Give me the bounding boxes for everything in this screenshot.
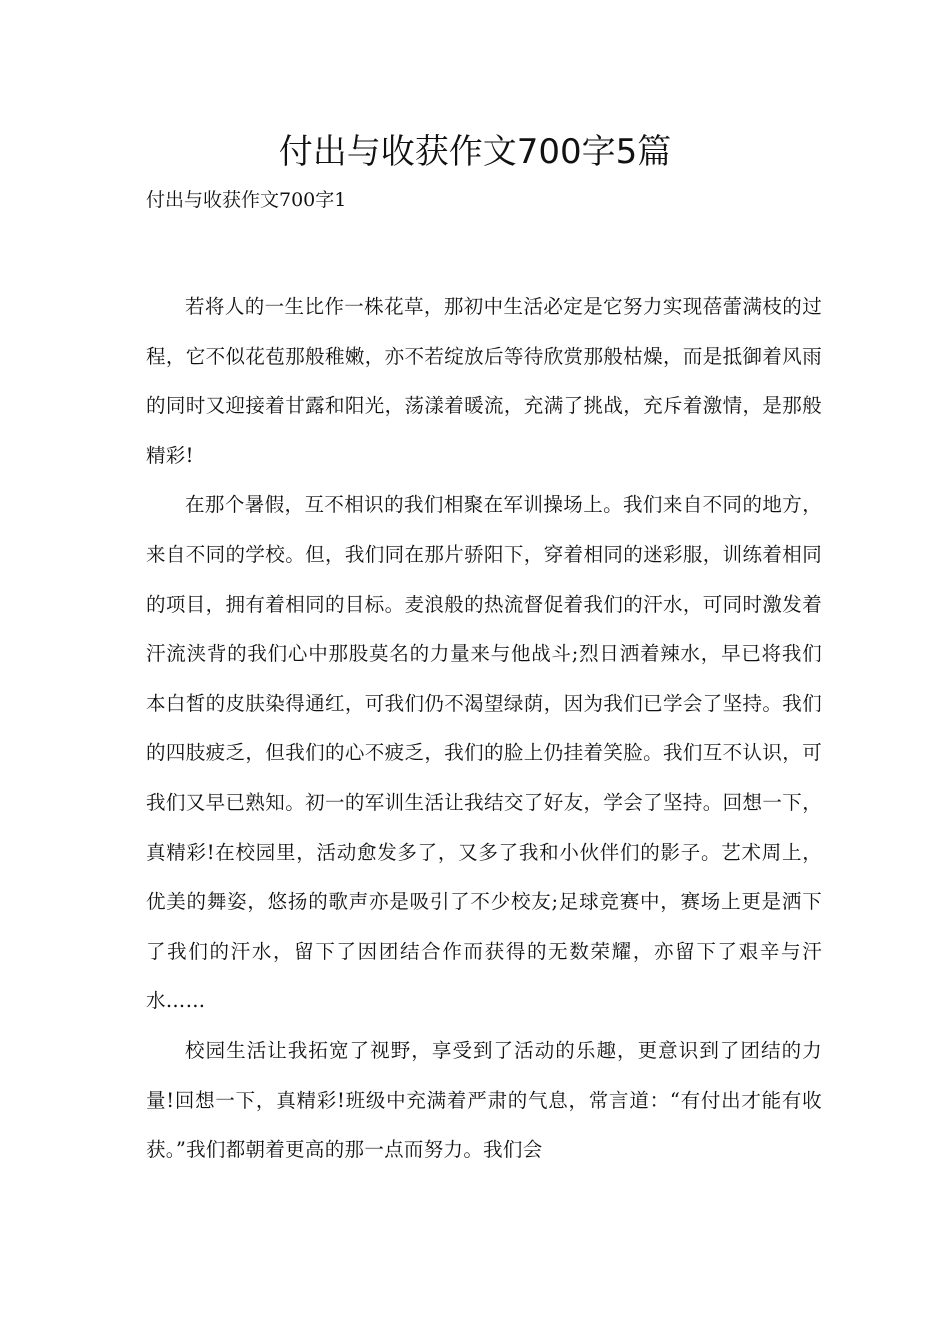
- document-title: 付出与收获作文700字5篇: [278, 132, 672, 172]
- paragraph-1: 若将人的一生比作一株花草，那初中生活必定是它努力实现蓓蕾满枝的过程，它不似花苞那般稚嫩，亦不若绽放后等待欣赏那般枯燥，而是抵御着风雨的同时又迎接着甘露和阳光，荡漾着暖流，充满了挑战，充斥着激情，是那般精彩!: [146, 295, 822, 467]
- paragraph-2: 在那个暑假，互不相识的我们相聚在军训操场上。我们来自不同的地方，来自不同的学校。但，我们同在那片骄阳下，穿着相同的迷彩服，训练着相同的项目，拥有着相同的目标。麦浪般的热流督促着我们的汗水，可同时激发着汗流浃背的我们心中那股莫名的力量来与他战斗;烈日洒着辣水，早已将我们本白皙的皮肤染得通红，可我们仍不渴望绿荫，因为我们已学会了坚持。我们的四肢疲乏，但我们的心不疲乏，我们的脸上仍挂着笑脸。我们互不认识，可我们又早已熟知。初一的军训生活让我结交了好友，学会了坚持。回想一下，真精彩!在校园里，活动愈发多了，又多了我和小伙伴们的影子。艺术周上，优美的舞姿，悠扬的歌声亦是吸引了不少校友;足球竞赛中，赛场上更是洒下了我们的汗水，留下了因团结合作而获得的无数荣耀，亦留下了艰辛与汗水……: [146, 493, 822, 1013]
- document-body: [146, 282, 822, 1175]
- document-subtitle: 付出与收获作文700字1: [146, 189, 347, 211]
- paragraph-3: 校园生活让我拓宽了视野，享受到了活动的乐趣，更意识到了团结的力量!回想一下，真精彩!班级中充满着严肃的气息，常言道：“有付出才能有收获。”我们都朝着更高的那一点而努力。我们会: [146, 1038, 822, 1162]
